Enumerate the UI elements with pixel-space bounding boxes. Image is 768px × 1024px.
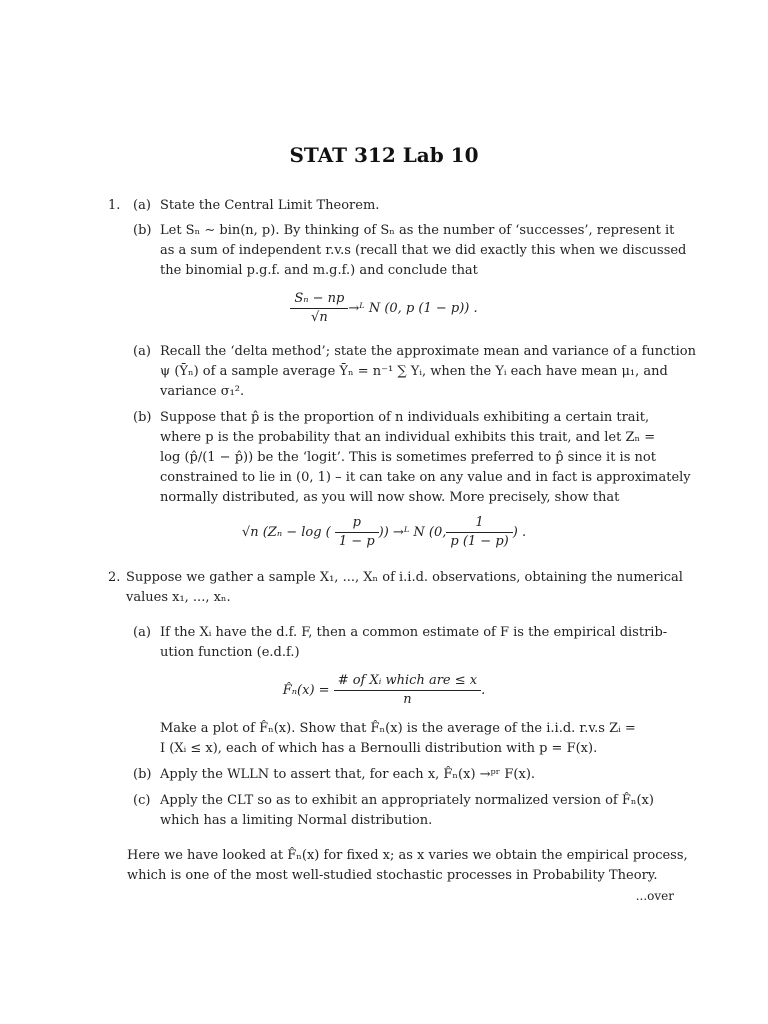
- text-line: If the Xᵢ have the d.f. F, then a common estimate of F is the empirical distrib-: [160, 625, 668, 640]
- equation-end: ) .: [512, 524, 527, 540]
- fraction-denominator: 1 − p: [338, 534, 375, 549]
- q1-part-a-text: State the Central Limit Theorem.: [160, 198, 380, 213]
- equation-end: .: [481, 682, 486, 698]
- question-1-number: 1.: [108, 198, 121, 213]
- q1-part-b-text: [160, 221, 687, 281]
- page-continuation-note: ...over: [635, 889, 674, 903]
- text-line: I (Xᵢ ≤ x), each of which has a Bernoulli distribution with p = F(x).: [160, 741, 598, 756]
- text-line: Suppose that p̂ is the proportion of n individuals exhibiting a certain trait,: [160, 410, 650, 425]
- q1-part-b2-label: (b): [133, 410, 152, 425]
- q2-part-c-text: [160, 791, 674, 831]
- q2-part-a-text: [160, 623, 674, 663]
- q2-part-c-label: (c): [133, 793, 151, 808]
- text-line: where p is the probability that an individual exhibits this trait, and let Zₙ =: [160, 430, 656, 445]
- fraction-numerator: # of Xᵢ which are ≤ x: [334, 672, 481, 691]
- fraction-numerator: p: [335, 514, 379, 533]
- fraction-denominator: n: [403, 692, 412, 707]
- q1-part-a-label: (a): [133, 198, 151, 213]
- text-line: ution function (e.d.f.): [160, 645, 300, 660]
- q2-part-a-continuation: [160, 719, 674, 759]
- text-line: Suppose we gather a sample X₁, ..., Xₙ of i.i.d. observations, obtaining the numerical: [126, 570, 683, 585]
- q2-part-b-text: Apply the WLLN to assert that, for each x, F̂ₙ(x) →ᵖʳ F(x).: [160, 767, 536, 782]
- equation-left: √n (Zₙ − log (: [241, 524, 331, 540]
- fraction: [446, 514, 512, 551]
- fraction-numerator: Sₙ − np: [290, 290, 348, 309]
- fraction: [334, 672, 481, 709]
- question-2-number: 2.: [108, 570, 121, 585]
- equation-logit-clt: [0, 514, 768, 551]
- equation-edf: [0, 672, 768, 709]
- equation-rhs: →ᴸ N (0, p (1 − p)) .: [348, 300, 478, 316]
- q1-part-b-label: (b): [133, 223, 152, 238]
- equation-middle: )) →ᴸ N (0,: [378, 524, 447, 540]
- fraction-denominator: √n: [311, 310, 328, 325]
- q2-intro-text: [126, 568, 683, 608]
- q1-part-b2-text: [160, 408, 691, 508]
- text-line: which has a limiting Normal distribution.: [160, 813, 433, 828]
- text-line: constrained to lie in (0, 1) – it can take on any value and in fact is approximately: [160, 470, 691, 485]
- q2-part-a-label: (a): [133, 625, 151, 640]
- fraction-numerator: 1: [446, 514, 512, 533]
- fraction-denominator: p (1 − p): [450, 534, 509, 549]
- fraction: [290, 290, 348, 327]
- text-line: which is one of the most well-studied stochastic processes in Probability Theory.: [127, 868, 658, 883]
- equation-clt-binomial: [0, 290, 768, 327]
- text-line: Apply the CLT so as to exhibit an appropriately normalized version of F̂ₙ(x): [160, 793, 654, 808]
- text-line: variance σ₁².: [160, 384, 245, 399]
- text-line: ψ (Ȳₙ) of a sample average Ȳₙ = n⁻¹ ∑ Yᵢ, when the Yᵢ each have mean μ₁, and: [160, 364, 668, 379]
- text-line: Make a plot of F̂ₙ(x). Show that F̂ₙ(x) is the average of the i.i.d. r.v.s Zᵢ =: [160, 721, 636, 736]
- text-line: as a sum of independent r.v.s (recall that we did exactly this when we discussed: [160, 243, 687, 258]
- equation-lhs: F̂ₙ(x) =: [282, 682, 330, 698]
- text-line: normally distributed, as you will now show. More precisely, show that: [160, 490, 620, 505]
- text-line: Here we have looked at F̂ₙ(x) for fixed x; as x varies we obtain the empirical process,: [127, 848, 688, 863]
- closing-paragraph: [127, 846, 688, 886]
- text-line: Recall the ‘delta method’; state the approximate mean and variance of a function: [160, 344, 696, 359]
- q2-part-b-label: (b): [133, 767, 152, 782]
- text-line: the binomial p.g.f. and m.g.f.) and conclude that: [160, 263, 478, 278]
- text-line: Let Sₙ ∼ bin(n, p). By thinking of Sₙ as the number of ‘successes’, represent it: [160, 223, 675, 238]
- text-line: log (p̂/(1 − p̂)) be the ‘logit’. This is sometimes preferred to p̂ since it is not: [160, 450, 656, 465]
- text-line: values x₁, ..., xₙ.: [126, 590, 231, 605]
- q1-part-a2-text: [160, 342, 696, 402]
- q1-part-a2-label: (a): [133, 344, 151, 359]
- page-title: STAT 312 Lab 10: [289, 143, 479, 167]
- fraction: [335, 514, 379, 551]
